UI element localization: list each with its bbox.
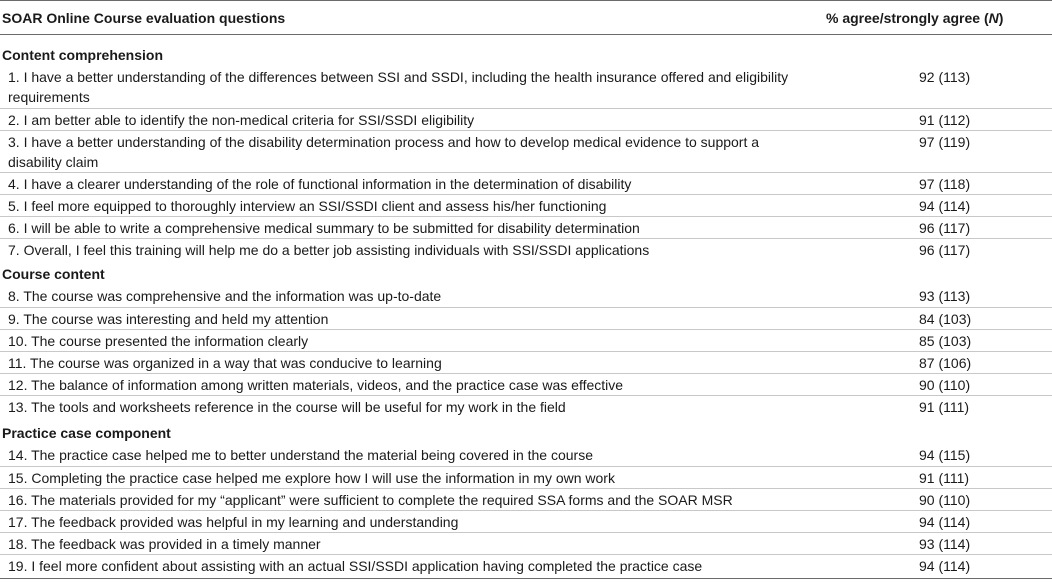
percent-value: 87 (106)	[919, 355, 972, 371]
table-row	[0, 373, 1052, 395]
question-text: 3. I have a better understanding of the disability determination process and how to develop medical evidence to support a disability claim	[8, 134, 760, 170]
percent-value: 93 (113)	[919, 288, 971, 304]
table-row	[0, 285, 1052, 307]
question-text: 10. The course presented the information clearly	[8, 333, 309, 349]
percent-value: 96 (117)	[919, 220, 971, 236]
table-row	[0, 554, 1052, 576]
table-row	[0, 510, 1052, 532]
table-bottom-rule	[0, 578, 1052, 579]
percent-value: 96 (117)	[919, 242, 971, 258]
percent-value: 97 (118)	[919, 176, 971, 192]
percent-value: 91 (111)	[919, 470, 970, 486]
question-text: 19. I feel more confident about assisting with an actual SSI/SSDI application having completed the practice case	[8, 558, 703, 574]
percent-value: 94 (114)	[919, 558, 971, 574]
table-row	[0, 216, 1052, 238]
question-text: 2. I am better able to identify the non-medical criteria for SSI/SSDI eligibility	[8, 112, 475, 128]
percent-value: 91 (112)	[919, 112, 971, 128]
question-text: 14. The practice case helped me to better understand the material being covered in the course	[8, 447, 593, 463]
header-n-label: N	[988, 10, 999, 26]
percent-value: 93 (114)	[919, 536, 971, 552]
percent-value: 90 (110)	[919, 492, 971, 508]
table-row	[0, 66, 1052, 108]
percent-value: 97 (119)	[919, 134, 971, 150]
question-text: 13. The tools and worksheets reference in the course will be useful for my work in the field	[8, 399, 566, 415]
table-row	[0, 194, 1052, 216]
section-title: Practice case component	[2, 425, 171, 441]
table-row	[0, 444, 1052, 466]
header-percent	[826, 10, 1003, 26]
question-text: 6. I will be able to write a comprehensive medical summary to be submitted for disability determination	[8, 220, 640, 236]
percent-value: 92 (113)	[919, 69, 971, 85]
percent-value: 90 (110)	[919, 377, 971, 393]
percent-value: 94 (114)	[919, 198, 971, 214]
table-row	[0, 172, 1052, 194]
percent-value: 94 (114)	[919, 514, 971, 530]
question-text: 12. The balance of information among written materials, videos, and the practice case was effective	[8, 377, 624, 393]
question-text: 15. Completing the practice case helped me explore how I will use the information in my own work	[8, 470, 615, 486]
header-questions: SOAR Online Course evaluation questions	[2, 10, 286, 26]
percent-value: 91 (111)	[919, 399, 970, 415]
percent-value: 94 (115)	[919, 447, 971, 463]
question-text: 9. The course was interesting and held my attention	[8, 311, 329, 327]
question-text: 5. I feel more equipped to thoroughly interview an SSI/SSDI client and assess his/her functioning	[8, 198, 607, 214]
question-text: 17. The feedback provided was helpful in my learning and understanding	[8, 514, 459, 530]
table-row	[0, 351, 1052, 373]
table-row	[0, 395, 1052, 417]
table-row	[0, 108, 1052, 130]
table-row	[0, 238, 1052, 260]
table-row	[0, 329, 1052, 351]
table-row	[0, 466, 1052, 488]
table-row	[0, 130, 1052, 172]
percent-value: 85 (103)	[919, 333, 972, 349]
header-percent-label: % agree/strongly agree (	[826, 10, 989, 26]
table-row	[0, 307, 1052, 329]
table-row	[0, 532, 1052, 554]
question-text: 8. The course was comprehensive and the information was up-to-date	[8, 288, 442, 304]
question-text: 11. The course was organized in a way that was conducive to learning	[8, 355, 442, 371]
question-text: 4. I have a clearer understanding of the role of functional information in the determination of disability	[8, 176, 632, 192]
question-text: 18. The feedback was provided in a timely manner	[8, 536, 321, 552]
header-percent-suffix: )	[998, 10, 1004, 26]
question-text: 1. I have a better understanding of the differences between SSI and SSDI, including the health insurance offered and eligibility requirements	[8, 69, 789, 105]
question-text: 7. Overall, I feel this training will help me do a better job assisting individuals with SSI/SSDI applications	[8, 242, 650, 258]
section-title: Course content	[2, 266, 105, 282]
table-header	[0, 0, 1052, 35]
question-text: 16. The materials provided for my “applicant” were sufficient to complete the required SSA forms and the SOAR MSR	[8, 492, 733, 508]
section-title: Content comprehension	[2, 47, 164, 63]
percent-value: 84 (103)	[919, 311, 972, 327]
table-row	[0, 488, 1052, 510]
